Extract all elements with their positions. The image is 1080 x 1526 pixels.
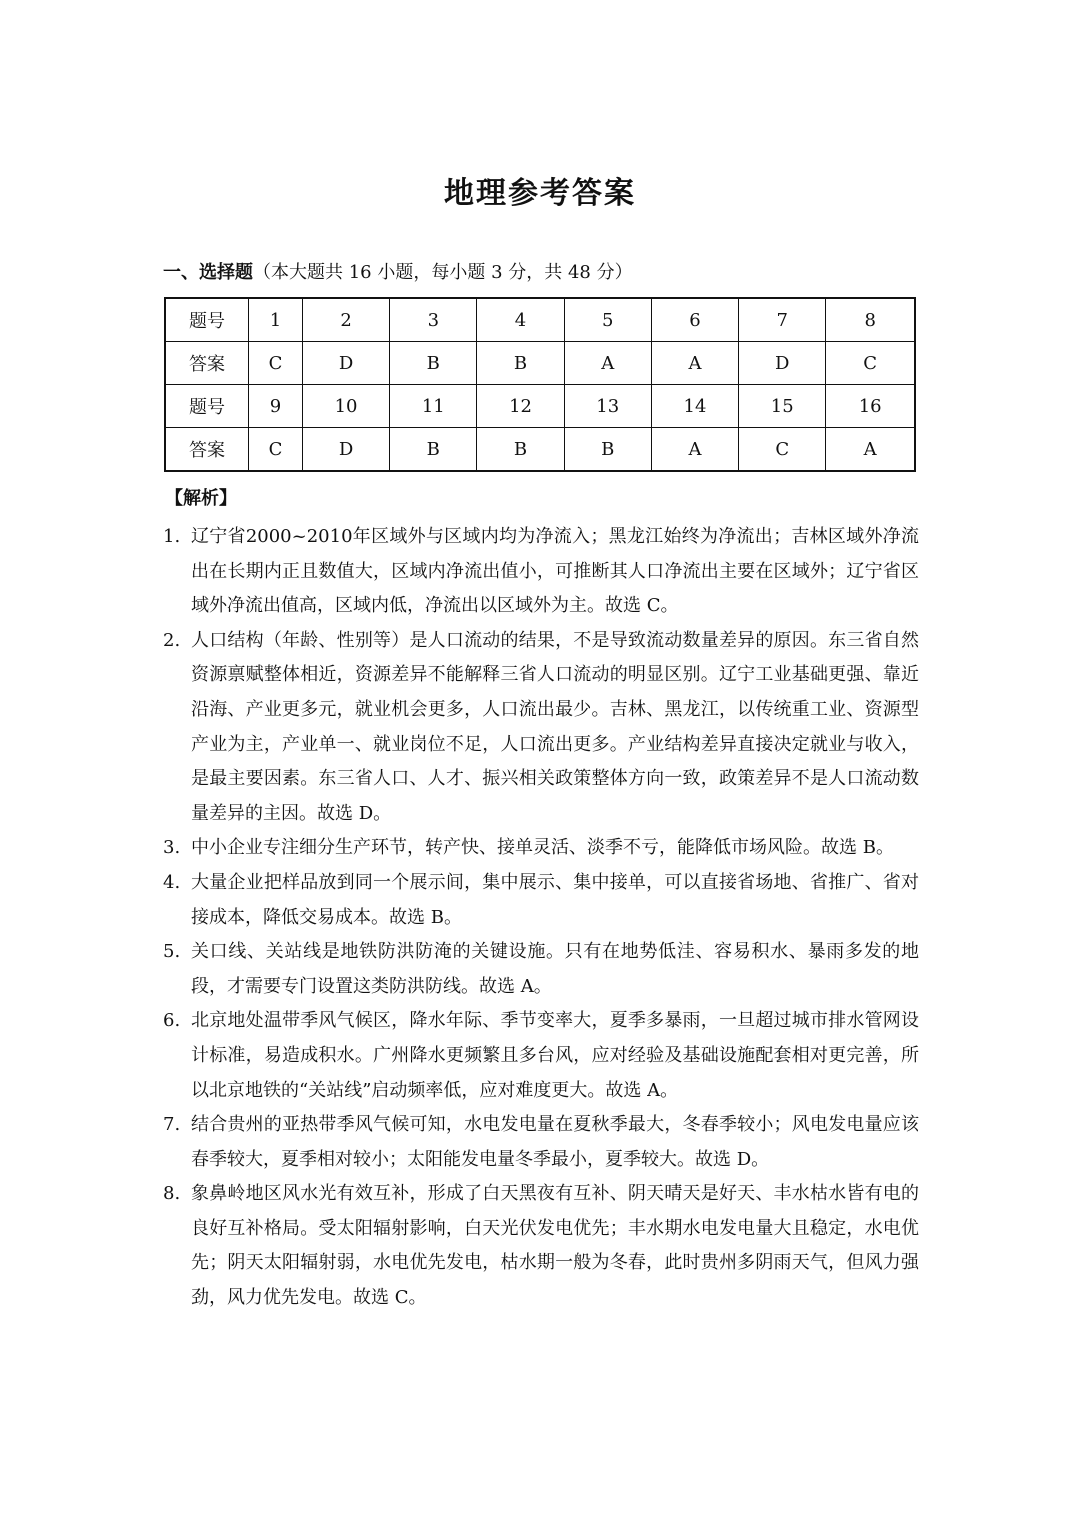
question-number: 11 xyxy=(390,385,477,428)
item-number: 4. xyxy=(163,871,181,893)
answer-cell: A xyxy=(564,342,651,385)
list-item xyxy=(163,866,919,935)
table-row xyxy=(165,385,915,428)
item-number: 2. xyxy=(163,629,181,651)
question-number: 12 xyxy=(477,385,564,428)
answer-cell: B xyxy=(390,428,477,472)
table-row xyxy=(165,342,915,385)
row-label-question: 题号 xyxy=(165,385,249,428)
answer-cell: B xyxy=(390,342,477,385)
answer-cell: C xyxy=(739,428,826,472)
item-text: 关口线、关站线是地铁防洪防淹的关键设施。只有在地势低洼、容易积水、暴雨多发的地段，才需要专门设置这类防洪防线。故选 A。 xyxy=(191,941,919,997)
section-label: 一、选择题 xyxy=(163,262,253,283)
row-label-answer: 答案 xyxy=(165,428,249,472)
question-number: 8 xyxy=(826,298,915,342)
list-item xyxy=(163,831,919,866)
list-item xyxy=(163,624,919,832)
section-heading xyxy=(163,258,633,284)
list-item xyxy=(163,935,919,1004)
item-text: 大量企业把样品放到同一个展示间，集中展示、集中接单，可以直接省场地、省推广、省对接成本，降低交易成本。故选 B。 xyxy=(191,871,919,928)
item-number: 5. xyxy=(163,941,181,963)
item-number: 8. xyxy=(163,1183,181,1205)
list-item xyxy=(163,520,919,624)
question-number: 4 xyxy=(477,298,564,342)
question-number: 1 xyxy=(249,298,303,342)
answer-cell: C xyxy=(249,342,303,385)
list-item xyxy=(163,1108,919,1177)
item-number: 3. xyxy=(163,837,181,859)
item-text: 辽宁省2000~2010年区域外与区域内均为净流入；黑龙江始终为净流出；吉林区域外净流出在长期内正且数值大，区域内净流出值小，可推断其人口净流出主要在区域外；辽宁省区域外净流出值高，区域内低，净流出以区域外为主。故选 C。 xyxy=(191,526,919,617)
answer-cell: A xyxy=(826,428,915,472)
row-label-question: 题号 xyxy=(165,298,249,342)
question-number: 6 xyxy=(651,298,738,342)
answer-cell: A xyxy=(651,342,738,385)
page-title: 地理参考答案 xyxy=(444,176,636,211)
table-row xyxy=(165,298,915,342)
section-note: （本大题共 16 小题，每小题 3 分，共 48 分） xyxy=(253,262,633,283)
question-number: 10 xyxy=(302,385,389,428)
question-number: 13 xyxy=(564,385,651,428)
item-text: 象鼻岭地区风水光有效互补，形成了白天黑夜有互补、阴天晴天是好天、丰水枯水皆有电的良好互补格局。受太阳辐射影响，白天光伏发电优先；丰水期水电发电量大且稳定，水电优先；阴天太阳辐射弱，水电优先发电，枯水期一般为冬春，此时贵州多阴雨天气，但风力强劲，风力优先发电。故选 C。 xyxy=(191,1183,919,1309)
analysis-heading: 【解析】 xyxy=(165,488,237,509)
list-item xyxy=(163,1177,919,1315)
answer-cell: B xyxy=(477,342,564,385)
item-text: 人口结构（年龄、性别等）是人口流动的结果，不是导致流动数量差异的原因。东三省自然资源禀赋整体相近，资源差异不能解释三省人口流动的明显区别。辽宁工业基础更强、靠近沿海、产业更多元，就业机会更多，人口流出最少。吉林、黑龙江，以传统重工业、资源型产业为主，产业单一、就业岗位不足，人口流出更多。产业结构差异直接决定就业与收入，是最主要因素。东三省人口、人才、振兴相关政策整体方向一致，政策差异不是人口流动数量差异的主因。故选 D。 xyxy=(191,629,919,824)
row-label-answer: 答案 xyxy=(165,342,249,385)
answer-cell: D xyxy=(739,342,826,385)
answer-table xyxy=(164,297,916,472)
answer-cell: B xyxy=(477,428,564,472)
answer-cell: B xyxy=(564,428,651,472)
question-number: 7 xyxy=(739,298,826,342)
analysis-list xyxy=(163,520,919,1316)
item-number: 6. xyxy=(163,1010,181,1032)
answer-cell: D xyxy=(302,428,389,472)
answer-cell: C xyxy=(826,342,915,385)
item-text: 中小企业专注细分生产环节，转产快、接单灵活、淡季不亏，能降低市场风险。故选 B。 xyxy=(191,837,894,859)
question-number: 5 xyxy=(564,298,651,342)
question-number: 14 xyxy=(651,385,738,428)
question-number: 16 xyxy=(826,385,915,428)
question-number: 9 xyxy=(249,385,303,428)
question-number: 3 xyxy=(390,298,477,342)
question-number: 2 xyxy=(302,298,389,342)
item-text: 结合贵州的亚热带季风气候可知，水电发电量在夏秋季最大，冬春季较小；风电发电量应该春季较大，夏季相对较小；太阳能发电量冬季最小，夏季较大。故选 D。 xyxy=(191,1114,919,1170)
list-item xyxy=(163,1004,919,1108)
item-text: 北京地处温带季风气候区，降水年际、季节变率大，夏季多暴雨，一旦超过城市排水管网设计标准，易造成积水。广州降水更频繁且多台风，应对经验及基础设施配套相对更完善，所以北京地铁的“关站线”启动频率低，应对难度更大。故选 A。 xyxy=(191,1010,919,1101)
item-number: 1. xyxy=(163,526,181,547)
answer-cell: D xyxy=(302,342,389,385)
answer-cell: A xyxy=(651,428,738,472)
answer-cell: C xyxy=(249,428,303,472)
table-row xyxy=(165,428,915,472)
question-number: 15 xyxy=(739,385,826,428)
item-number: 7. xyxy=(163,1114,181,1136)
